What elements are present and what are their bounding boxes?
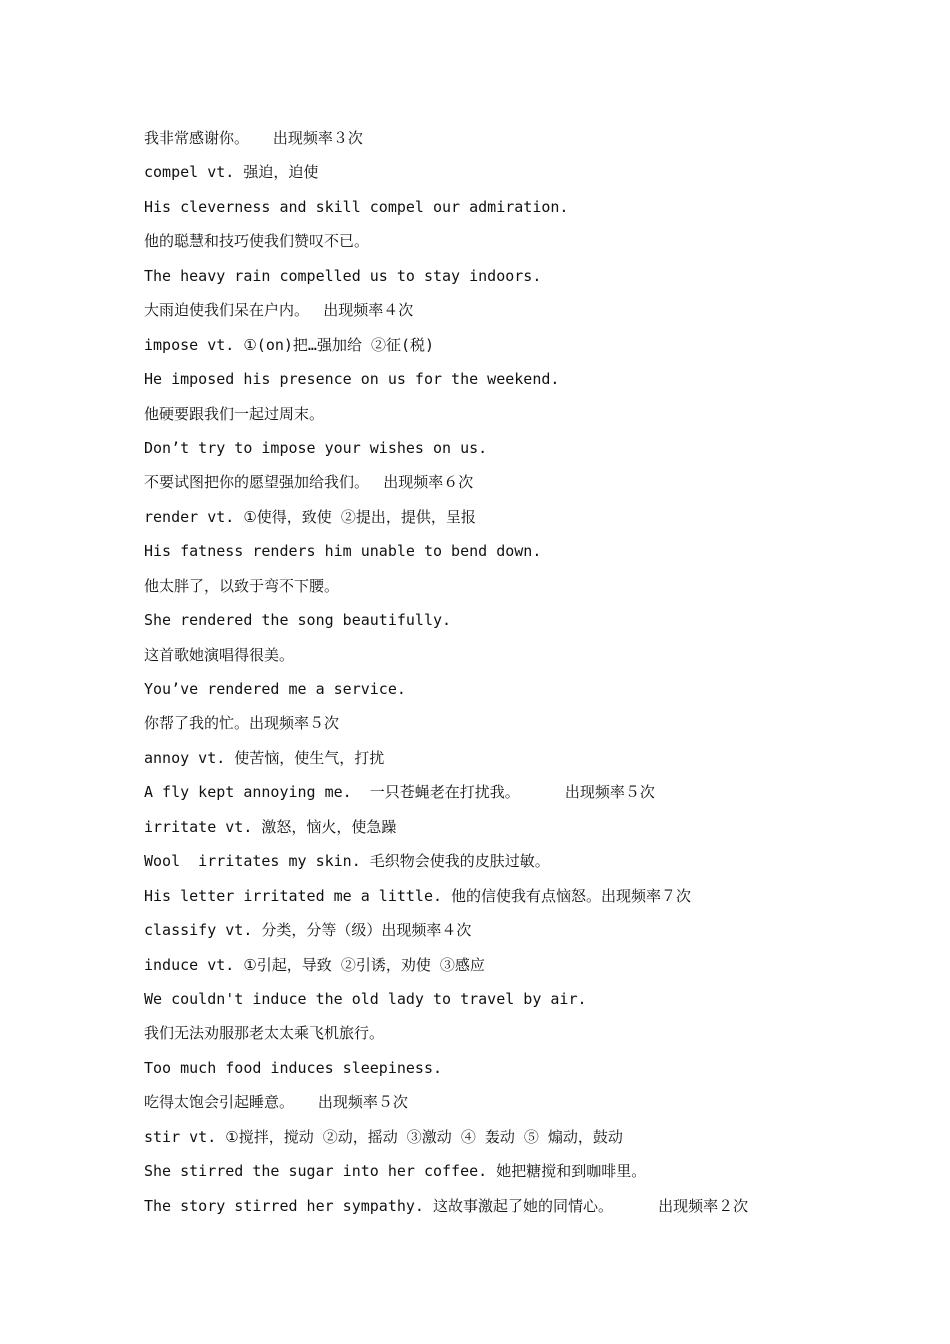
text-line: 你帮了我的忙。出现频率５次: [144, 714, 340, 733]
text-line: 他硬要跟我们一起过周末。: [144, 404, 325, 423]
text-line: 这首歌她演唱得很美。: [144, 645, 295, 664]
text-line: 吃得太饱会引起睡意。 出现频率５次: [144, 1093, 408, 1112]
text-line: The story stirred her sympathy. 这故事激起了她的同情心。 出现频率２次: [144, 1196, 749, 1215]
text-line: She rendered the song beautifully.: [144, 611, 452, 630]
text-line: Don’t try to impose your wishes on us.: [144, 438, 488, 457]
vocabulary-text-block: [144, 124, 924, 1226]
text-line: render vt. ①使得，致使 ②提出，提供，呈报: [144, 507, 476, 526]
text-line: 不要试图把你的愿望强加给我们。 出现频率６次: [144, 473, 474, 492]
text-line: His letter irritated me a little. 他的信使我有点恼怒。出现频率７次: [144, 886, 692, 905]
text-line: induce vt. ①引起，导致 ②引诱，劝使 ③感应: [144, 955, 485, 974]
text-line: The heavy rain compelled us to stay indoors.: [144, 266, 542, 285]
text-line: You’ve rendered me a service.: [144, 680, 406, 698]
text-line: She stirred the sugar into her coffee. 她把糖搅和到咖啡里。: [144, 1162, 647, 1181]
text-line: annoy vt. 使苦恼，使生气，打扰: [144, 748, 385, 767]
text-line: Too much food induces sleepiness.: [144, 1058, 443, 1077]
text-line: A fly kept annoying me. 一只苍蝇老在打扰我。 出现频率５次: [144, 783, 655, 802]
text-line: compel vt. 强迫，迫使: [144, 163, 319, 182]
text-line: stir vt. ①搅拌，搅动 ②动，摇动 ③激动 ④ 轰动 ⑤ 煽动，鼓动: [144, 1127, 623, 1146]
text-line: 他太胖了，以致于弯不下腰。: [144, 576, 340, 595]
text-line: Wool irritates my skin. 毛织物会使我的皮肤过敏。: [144, 852, 550, 871]
text-line: classify vt. 分类，分等（级）出现频率４次: [144, 921, 472, 940]
text-line: impose vt. ①(on)把…强加给 ②征(税): [144, 335, 435, 354]
text-line: 我非常感谢你。 出现频率３次: [144, 129, 363, 147]
text-line: He imposed his presence on us for the weekend.: [144, 370, 560, 389]
text-line: His fatness renders him unable to bend down.: [144, 542, 542, 561]
text-line: 我们无法劝服那老太太乘飞机旅行。: [144, 1024, 385, 1043]
text-line: 他的聪慧和技巧使我们赞叹不已。: [144, 232, 370, 251]
text-line: irritate vt. 激怒，恼火，使急躁: [144, 817, 397, 836]
text-line: 大雨迫使我们呆在户内。 出现频率４次: [144, 301, 414, 320]
text-line: His cleverness and skill compel our admiration.: [144, 197, 569, 216]
text-line: We couldn't induce the old lady to travel by air.: [144, 989, 587, 1008]
